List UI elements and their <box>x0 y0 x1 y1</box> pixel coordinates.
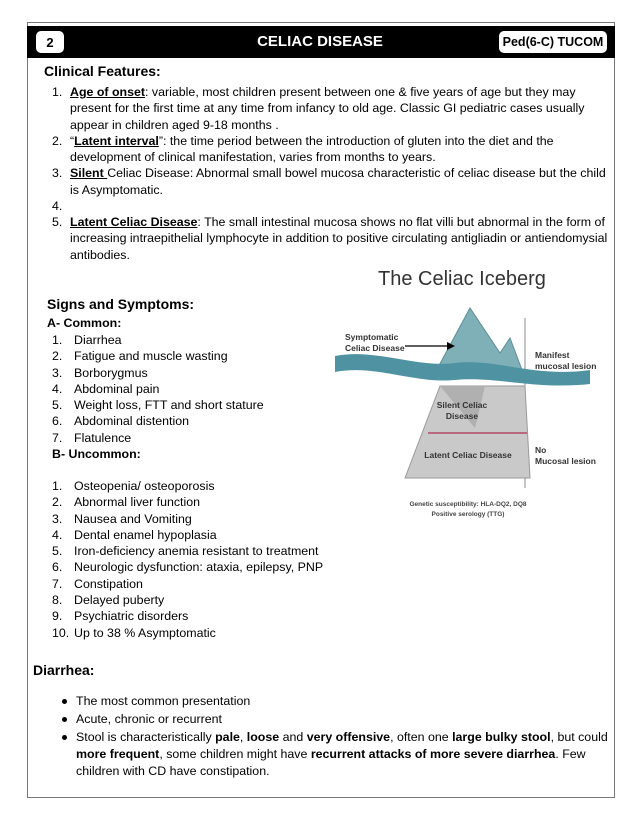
uncommon-symptoms-list <box>52 478 372 641</box>
list-item: 10. Up to 38 % Asymptomatic <box>52 625 216 640</box>
list-item: The most common presentation <box>62 693 610 710</box>
list-item: 1. Diarrhea <box>52 333 122 347</box>
symptomatic-label-1: Symptomatic <box>345 332 399 342</box>
no-lesion-label-1: No <box>535 445 547 455</box>
genetic-label-1: Genetic susceptibility: HLA-DQ2, DQ8 <box>409 501 527 508</box>
list-item: 4. Abdominal pain <box>52 381 160 396</box>
clinical-features-heading: Clinical Features: <box>44 63 161 79</box>
list-item: 7. Flatulence <box>52 430 132 445</box>
diarrhea-heading: Diarrhea: <box>33 662 95 678</box>
list-item: 3. Borborygmus <box>52 365 148 380</box>
manifest-label-2: mucosal lesion <box>535 361 597 371</box>
list-item: 2. Fatigue and muscle wasting <box>52 349 228 364</box>
list-item: 3. Nausea and Vomiting <box>52 511 192 526</box>
list-item: 3. Silent Celiac Disease: Abnormal small bowel mucosa characteristic of celiac disease but the child is Asymptomatic. <box>52 166 606 197</box>
list-item: 4. <box>52 199 63 214</box>
clinical-features-list <box>52 84 612 263</box>
common-symptoms-list <box>52 332 352 446</box>
list-item: 6. Abdominal distention <box>52 414 190 429</box>
page-number: 2 <box>36 31 64 53</box>
bullet-icon <box>62 699 67 704</box>
list-item: Acute, chronic or recurrent <box>62 711 610 728</box>
course-tag: Ped(6-C) TUCOM <box>499 31 607 53</box>
common-heading: A- Common: <box>47 316 122 330</box>
list-item: 6. Neurologic dysfunction: ataxia, epilepsy, PNP <box>52 560 324 575</box>
no-lesion-label-2: Mucosal lesion <box>535 456 596 466</box>
manifest-label-1: Manifest <box>535 350 570 360</box>
signs-heading: Signs and Symptoms: <box>47 296 195 312</box>
list-item: 1. Osteopenia/ osteoporosis <box>52 479 215 493</box>
list-item: 5. Iron-deficiency anemia resistant to treatment <box>52 544 319 559</box>
bullet-icon <box>62 735 67 740</box>
list-item: 2. “Latent interval”: the time period between the introduction of gluten into the diet and the development of clinical manifestation, varies from months to years. <box>52 133 554 165</box>
document-title: CELIAC DISEASE <box>257 33 383 50</box>
list-item: 7. Constipation <box>52 576 143 591</box>
list-item: 5. Weight loss, FTT and short stature <box>52 398 264 413</box>
latent-label: Latent Celiac Disease <box>424 450 512 460</box>
list-item: 8. Delayed puberty <box>52 593 165 608</box>
silent-label-1: Silent Celiac <box>436 400 488 410</box>
list-item: 4. Dental enamel hypoplasia <box>52 527 217 542</box>
genetic-label-2: Positive serology (TTG) <box>431 511 505 518</box>
celiac-iceberg-figure <box>335 268 597 530</box>
list-item: 1. Age of onset: variable, most children present between one & five years of age but they may present for the first time at any time from infancy to old age. Classic GI pediatric cases usually appear in children aged 9-18 months . <box>52 85 585 132</box>
list-item: Stool is characteristically pale, loose and very offensive, often one large bulky stool, but could more frequent, some children might have recurrent attacks of more severe diarrhea. Few children with CD have constipation. <box>62 729 610 780</box>
silent-label-2: Disease <box>445 411 479 421</box>
bullet-icon <box>62 717 67 722</box>
diarrhea-list <box>62 693 610 781</box>
list-item: 9. Psychiatric disorders <box>52 609 189 624</box>
list-item: 5. Latent Celiac Disease: The small intestinal mucosa shows no flat villi but abnormal in the form of increasing intraepithelial lymphocyte in addition to positive circulating antigliadin or antiendomysial antibodies. <box>52 215 608 262</box>
uncommon-heading: B- Uncommon: <box>52 447 141 461</box>
symptomatic-label-2: Celiac Disease <box>345 343 405 353</box>
list-item: 2. Abnormal liver function <box>52 495 201 510</box>
iceberg-title: The Celiac Iceberg <box>378 268 546 290</box>
